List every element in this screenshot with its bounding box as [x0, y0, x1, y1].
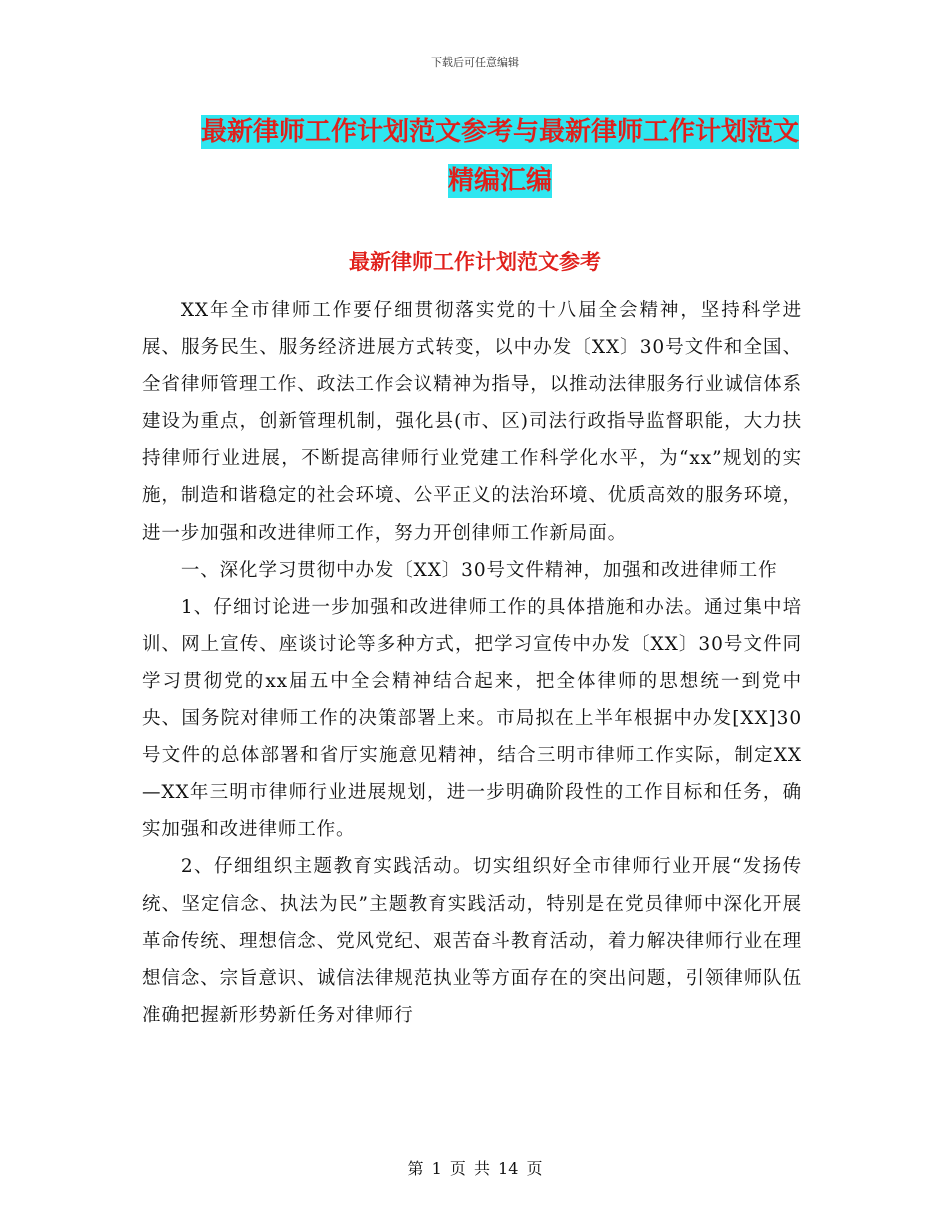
document-title-line1: 最新律师工作计划范文参考与最新律师工作计划范文	[200, 117, 799, 147]
document-title	[150, 108, 850, 206]
paragraph-item-2: 2、仔细组织主题教育实践活动。切实组织好全市律师行业开展“发扬传统、坚定信念、执法为民”主题教育实践活动，特别是在党员律师中深化开展革命传统、理想信念、党风党纪、艰苦奋斗教育活动，着力解决律师行业在理想信念、宗旨意识、诚信法律规范执业等方面存在的突出问题，引领律师队伍准确把握新形势新任务对律师行	[142, 856, 802, 1026]
section-title: 最新律师工作计划范文参考	[349, 249, 601, 274]
paragraph-intro: XX年全市律师工作要仔细贯彻落实党的十八届全会精神，坚持科学进展、服务民生、服务经济进展方式转变，以中办发〔XX〕30号文件和全国、全省律师管理工作、政法工作会议精神为指导，以推动法律服务行业诚信体系建设为重点，创新管理机制，强化县(市、区)司法行政指导监督职能，大力扶持律师行业进展，不断提高律师行业党建工作科学化水平，为“xx”规划的实施，制造和谐稳定的社会环境、公平正义的法治环境、优质高效的服务环境，进一步加强和改进律师工作，努力开创律师工作新局面。	[142, 300, 802, 544]
paragraph-item-1: 1、仔细讨论进一步加强和改进律师工作的具体措施和办法。通过集中培训、网上宣传、座谈讨论等多种方式，把学习宣传中办发〔XX〕30号文件同学习贯彻党的xx届五中全会精神结合起来，把全体律师的思想统一到党中央、国务院对律师工作的决策部署上来。市局拟在上半年根据中办发[XX]30号文件的总体部署和省厅实施意见精神，结合三明市律师工作实际，制定XX—XX年三明市律师行业进展规划，进一步明确阶段性的工作目标和任务，确实加强和改进律师工作。	[142, 596, 802, 841]
document-title-line2: 精编汇编	[447, 166, 552, 196]
page-footer: 第 1 页 共 14 页	[407, 1159, 543, 1178]
document-body	[142, 292, 802, 1034]
paragraph-heading-1: 一、深化学习贯彻中办发〔XX〕30号文件精神，加强和改进律师工作	[180, 559, 778, 581]
header-note: 下载后可任意编辑	[431, 56, 519, 69]
